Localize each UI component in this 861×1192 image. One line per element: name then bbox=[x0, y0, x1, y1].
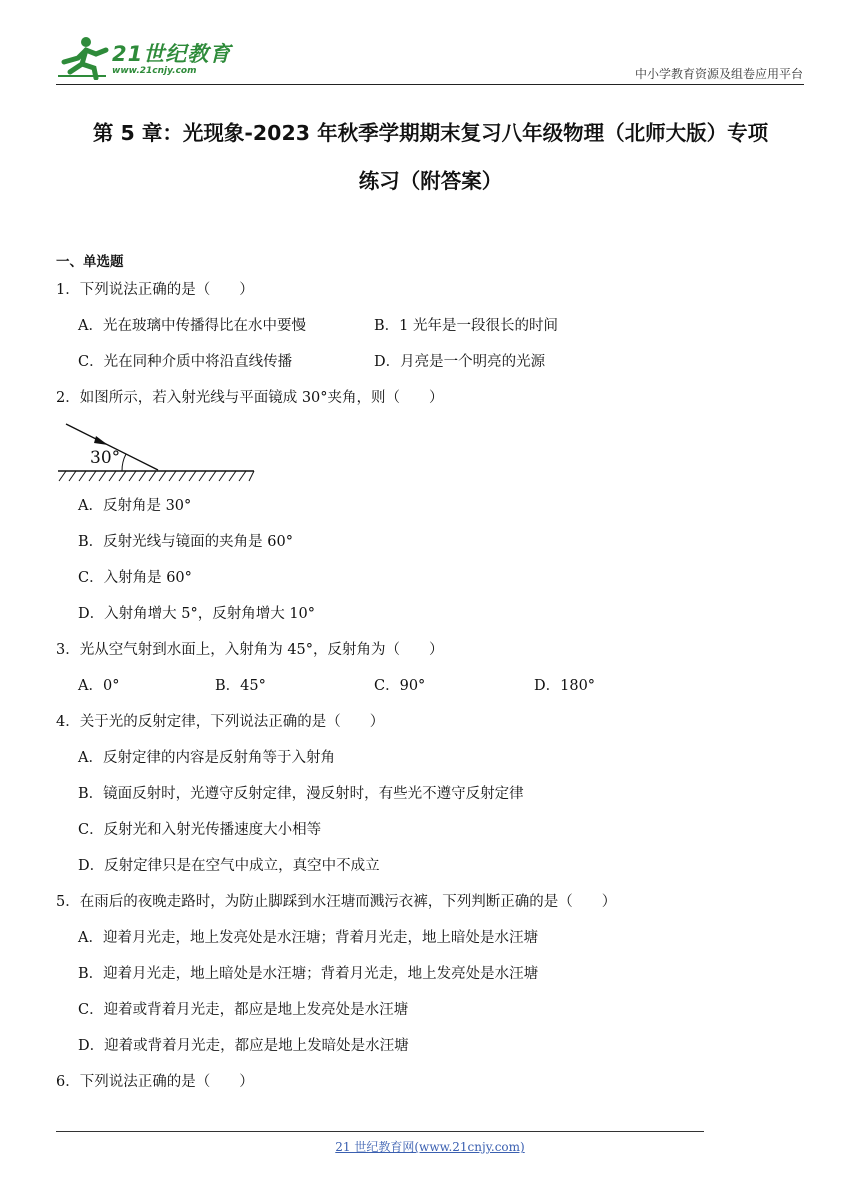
question-4-option-d: D．反射定律只是在空气中成立，真空中不成立 bbox=[78, 858, 380, 874]
question-1-option-a: A．光在玻璃中传播得比在水中要慢 bbox=[78, 318, 306, 334]
footer-link[interactable]: 21 世纪教育网(www.21cnjy.com) bbox=[335, 1140, 525, 1154]
question-2-option-a: A．反射角是 30° bbox=[78, 498, 192, 514]
runner-logo-icon bbox=[56, 32, 116, 80]
angle-label: 30° bbox=[90, 448, 121, 468]
question-3-option-b: B．45° bbox=[215, 678, 266, 694]
mirror-figure bbox=[56, 418, 256, 486]
question-4-option-a: A．反射定律的内容是反射角等于入射角 bbox=[78, 750, 335, 766]
page-title-line-2: 练习（附答案） bbox=[358, 169, 503, 193]
question-4-option-c: C．反射光和入射光传播速度大小相等 bbox=[78, 822, 322, 838]
question-4-option-b: B．镜面反射时，光遵守反射定律，漫反射时，有些光不遵守反射定律 bbox=[78, 786, 524, 802]
header-divider bbox=[56, 84, 804, 85]
question-1-stem: 1．下列说法正确的是（ ） bbox=[56, 282, 254, 298]
question-3-stem: 3．光从空气射到水面上，入射角为 45°，反射角为（ ） bbox=[56, 642, 444, 658]
ray-arrow-icon bbox=[94, 436, 108, 445]
question-3-option-c: C．90° bbox=[374, 678, 426, 694]
question-5-stem: 5．在雨后的夜晚走路时，为防止脚踩到水汪塘而溅污衣裤，下列判断正确的是（ ） bbox=[56, 894, 617, 910]
page-title-line-1: 第 5 章：光现象-2023 年秋季学期期末复习八年级物理（北师大版）专项 bbox=[92, 121, 769, 145]
question-5-option-a: A．迎着月光走，地上发亮处是水汪塘；背着月光走，地上暗处是水汪塘 bbox=[78, 930, 538, 946]
question-5-option-b: B．迎着月光走，地上暗处是水汪塘；背着月光走，地上发亮处是水汪塘 bbox=[78, 966, 539, 982]
question-1-option-c: C．光在同种介质中将沿直线传播 bbox=[78, 354, 293, 370]
footer-divider bbox=[56, 1131, 704, 1132]
question-5-option-c: C．迎着或背着月光走，都应是地上发亮处是水汪塘 bbox=[78, 1002, 409, 1018]
question-5-option-d: D．迎着或背着月光走，都应是地上发暗处是水汪塘 bbox=[78, 1038, 409, 1054]
platform-name: 中小学教育资源及组卷应用平台 bbox=[634, 67, 803, 81]
angle-arc bbox=[122, 454, 126, 471]
question-1-option-d: D．月亮是一个明亮的光源 bbox=[374, 354, 546, 370]
question-2-stem: 2．如图所示，若入射光线与平面镜成 30°夹角，则（ ） bbox=[56, 390, 444, 406]
question-3-option-d: D．180° bbox=[534, 678, 596, 694]
question-2-option-c: C．入射角是 60° bbox=[78, 570, 192, 586]
question-6-stem: 6．下列说法正确的是（ ） bbox=[56, 1074, 254, 1090]
question-2-option-d: D．入射角增大 5°，反射角增大 10° bbox=[78, 606, 316, 622]
question-1-option-b: B．1 光年是一段很长的时间 bbox=[374, 318, 558, 334]
logo-url-text: www.21cnjy.com bbox=[112, 66, 197, 76]
section-heading: 一、单选题 bbox=[56, 254, 124, 270]
question-4-stem: 4．关于光的反射定律，下列说法正确的是（ ） bbox=[56, 714, 385, 730]
logo-brand-text: 21世纪教育 bbox=[112, 42, 232, 66]
question-2-option-b: B．反射光线与镜面的夹角是 60° bbox=[78, 534, 293, 550]
question-3-option-a: A．0° bbox=[78, 678, 120, 694]
